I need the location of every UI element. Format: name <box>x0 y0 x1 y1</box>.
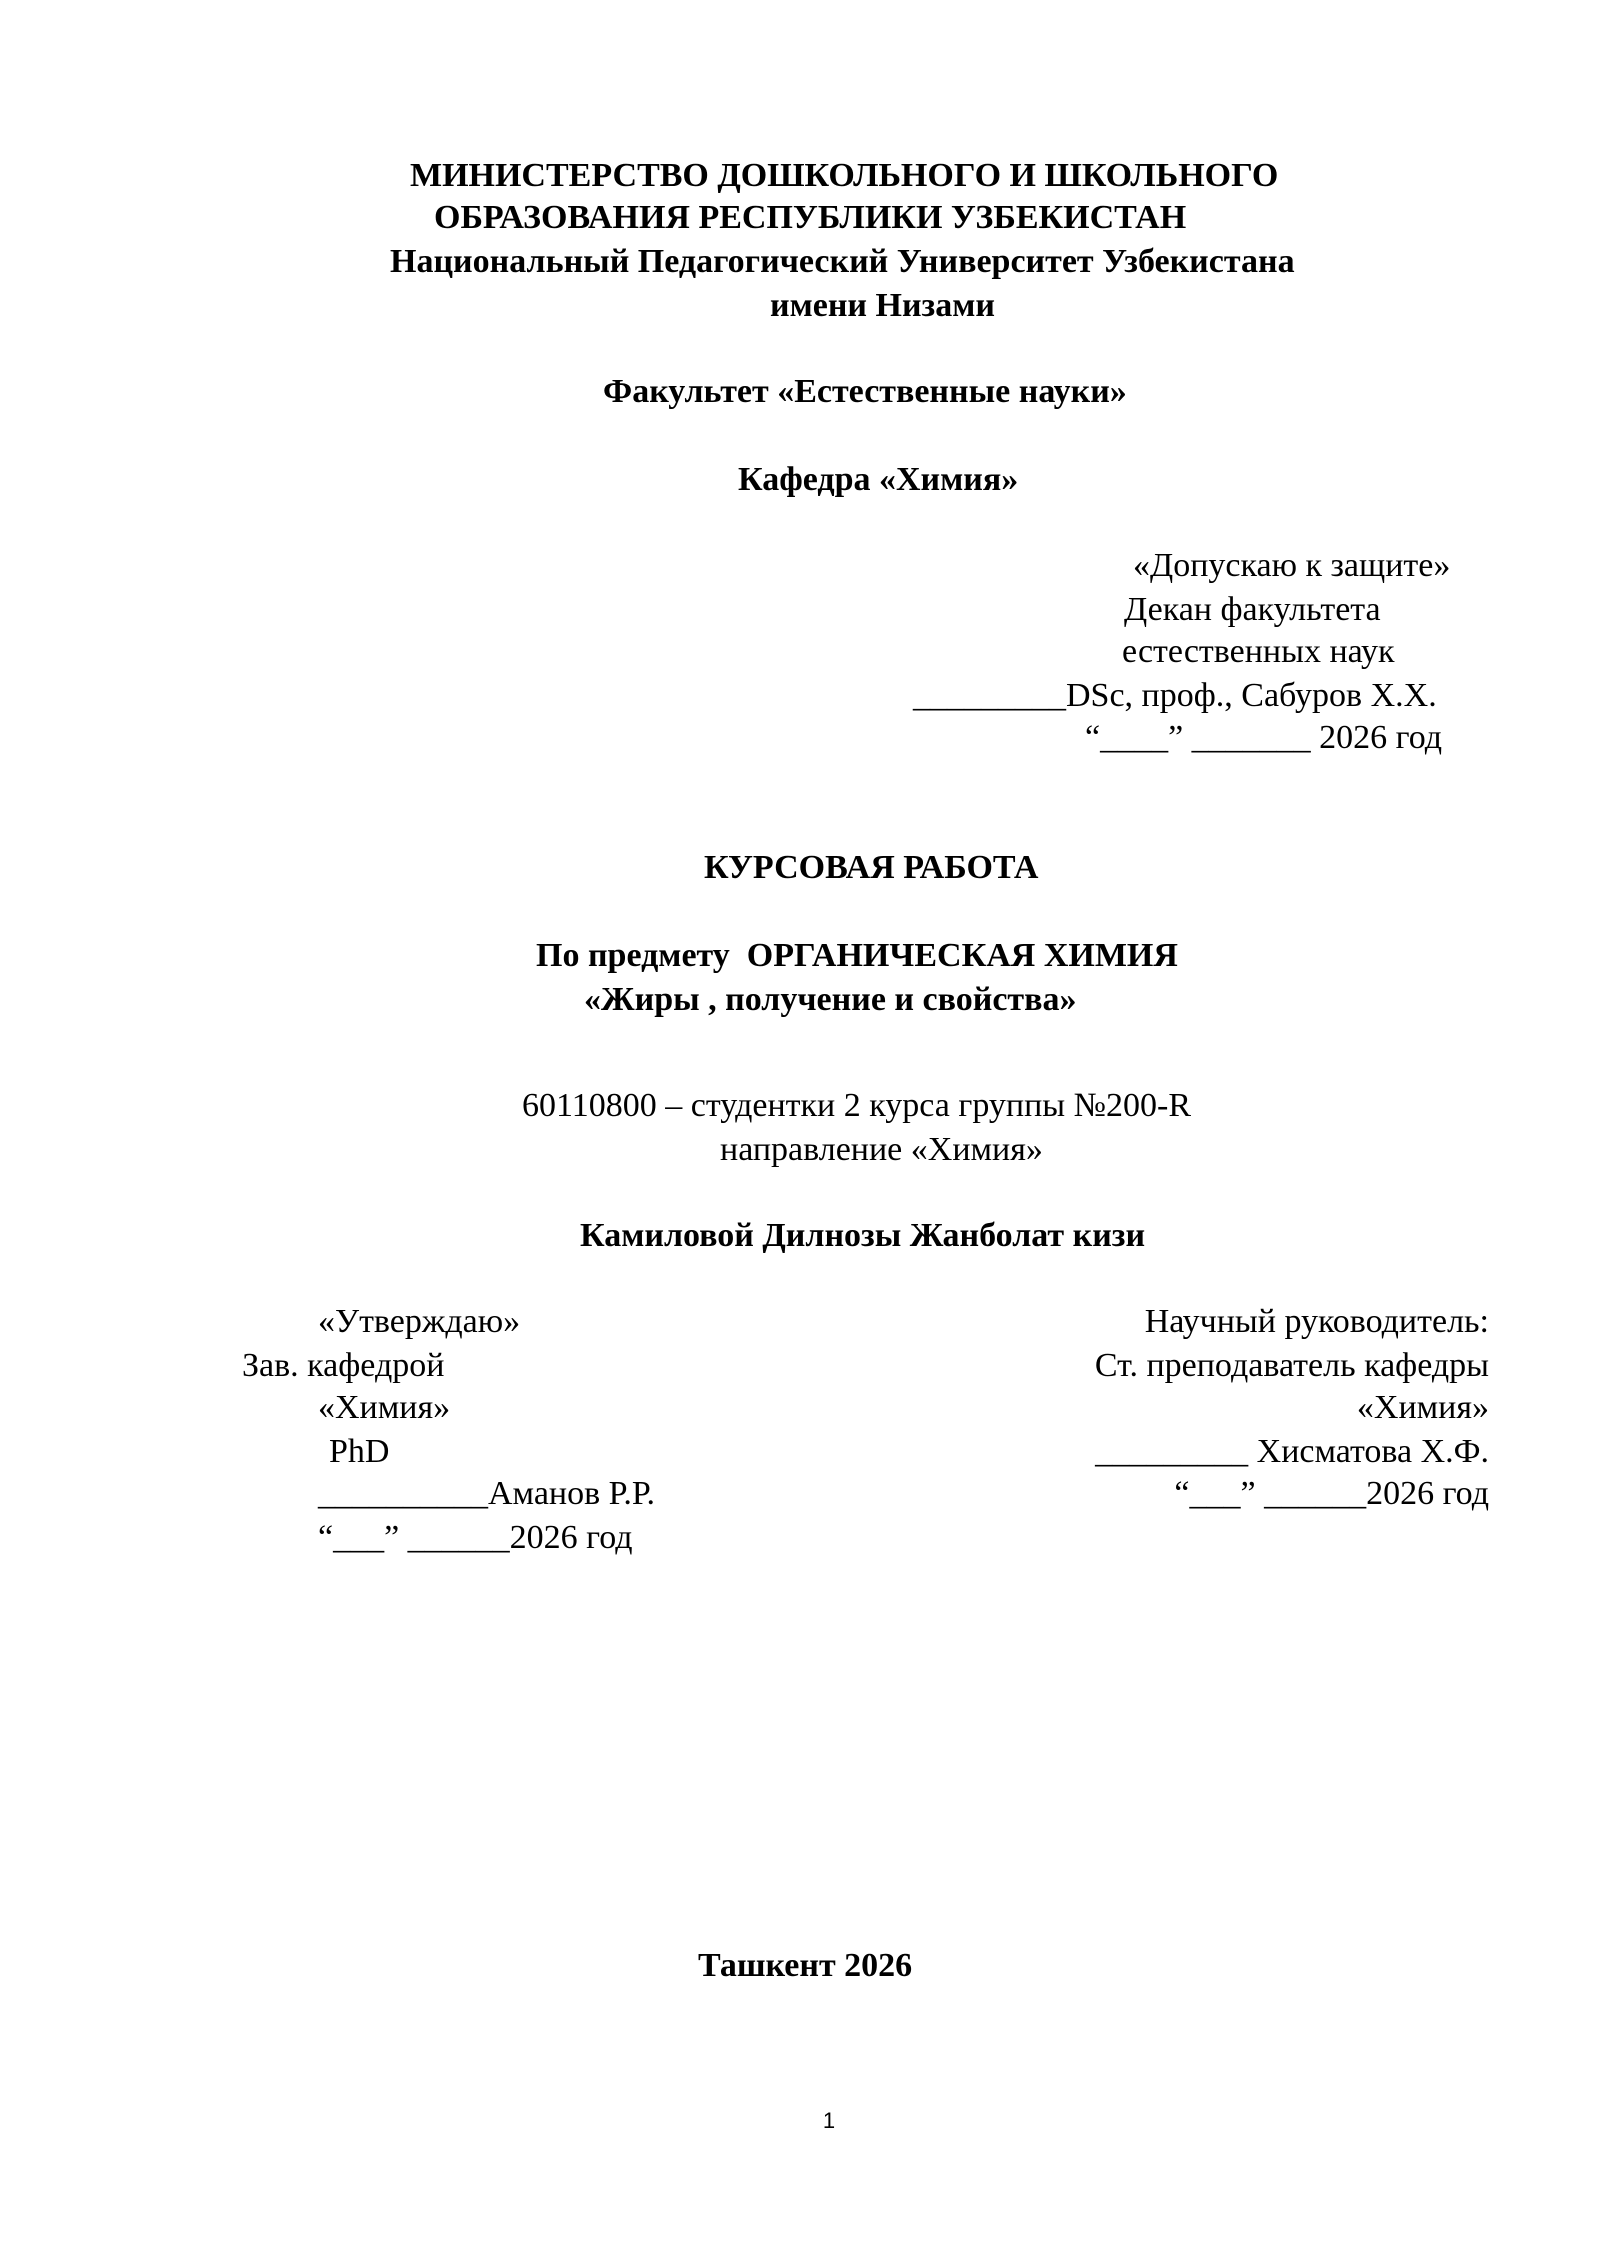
topic-line: «Жиры , получение и свойства» <box>584 981 1077 1018</box>
dean-approval-line-3: естественных наук <box>1122 633 1395 670</box>
supervisor-signature: _________ Хисматова Х.Ф. <box>1095 1433 1489 1470</box>
student-name: Камиловой Дилнозы Жанболат кизи <box>580 1217 1146 1254</box>
faculty-title: Факультет «Естественные науки» <box>603 373 1127 410</box>
ministry-line-1: МИНИСТЕРСТВО ДОШКОЛЬНОГО И ШКОЛЬНОГО <box>410 157 1279 194</box>
left-approval-line-3: «Химия» <box>318 1389 451 1426</box>
supervisor-line-1: Научный руководитель: <box>1144 1303 1489 1340</box>
dean-approval-line-1: «Допускаю к защите» <box>1133 547 1451 584</box>
left-approval-line-1: «Утверждаю» <box>318 1303 521 1340</box>
page-number: 1 <box>822 2108 836 2133</box>
dean-approval-line-2: Декан факультета <box>1124 591 1381 628</box>
city-year: Ташкент 2026 <box>698 1947 913 1984</box>
left-approval-line-2: Зав. кафедрой <box>242 1347 445 1384</box>
left-approval-line-4: PhD <box>329 1433 390 1470</box>
dean-approval-date: “____” _______ 2026 год <box>1085 719 1443 756</box>
ministry-line-2: ОБРАЗОВАНИЯ РЕСПУБЛИКИ УЗБЕКИСТАН <box>434 199 1187 236</box>
direction-line: направление «Химия» <box>720 1131 1043 1168</box>
supervisor-date: “___” ______2026 год <box>1174 1475 1489 1512</box>
department-title: Кафедра «Химия» <box>738 461 1019 498</box>
supervisor-line-3: «Химия» <box>1356 1389 1489 1426</box>
left-approval-date: “___” ______2026 год <box>318 1519 633 1556</box>
work-type-title: КУРСОВАЯ РАБОТА <box>704 849 1039 886</box>
university-line-2: имени Низами <box>770 287 995 324</box>
supervisor-line-2: Ст. преподаватель кафедры <box>1094 1347 1489 1384</box>
left-approval-signature: __________Аманов Р.Р. <box>318 1475 655 1512</box>
dean-approval-signature: _________DSc, проф., Сабуров Х.Х. <box>913 677 1437 714</box>
student-group-line: 60110800 – студентки 2 курса группы №200-R <box>522 1087 1192 1124</box>
subject-line: По предмету ОРГАНИЧЕСКАЯ ХИМИЯ <box>536 937 1178 974</box>
university-line-1: Национальный Педагогический Университет Узбекистана <box>390 243 1295 280</box>
